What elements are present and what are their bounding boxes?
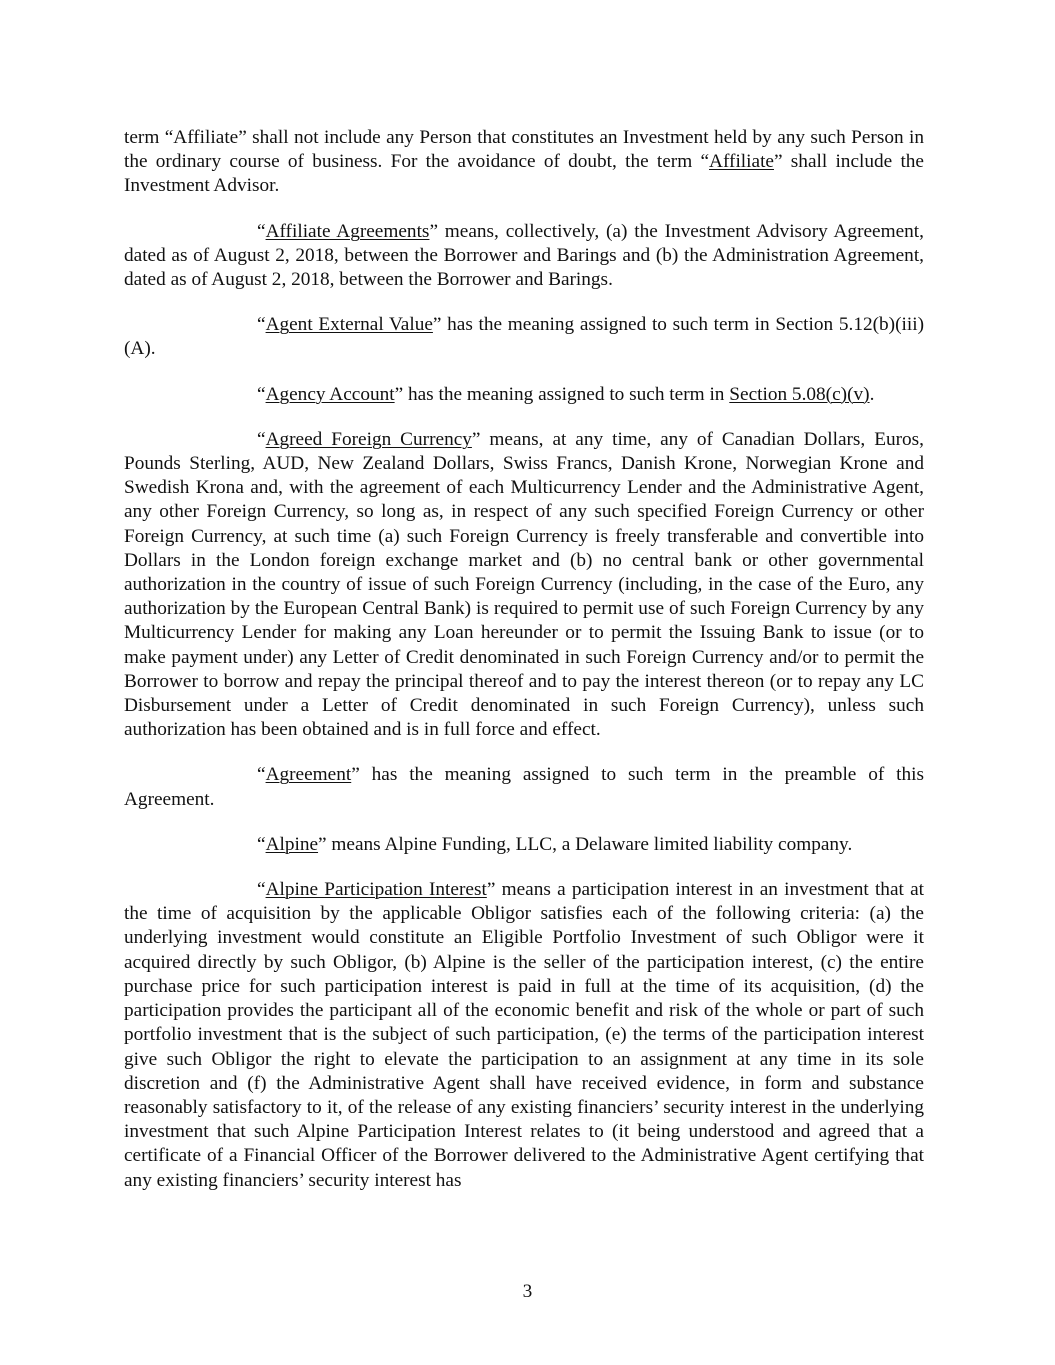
defined-term: Affiliate Agreements — [265, 220, 430, 242]
text-segment: ” shall include the Investment Advisor. — [124, 151, 924, 197]
definition-paragraph — [124, 878, 924, 1193]
defined-term: Alpine — [265, 833, 319, 855]
text-segment: ” has the meaning assigned to such term in Section 5.12(b)(iii)(A). — [124, 314, 924, 360]
text-segment: “ — [257, 314, 266, 336]
text-segment: “ — [257, 220, 266, 242]
text-segment: “ — [257, 428, 266, 450]
text-segment: ” means, collectively, (a) the Investment Advisory Agreement, dated as of August 2, 2018, between the Borrower and Barings and (b) the Administration Agreement, dated as of August 2, 2018, between the Borrower and Barings. — [124, 220, 924, 291]
document-body — [124, 126, 924, 1214]
definition-paragraph — [124, 763, 924, 811]
text-segment: “ — [257, 383, 266, 405]
definition-paragraph — [124, 383, 924, 407]
definition-paragraph — [124, 428, 924, 743]
defined-term: Agreed Foreign Currency — [265, 428, 472, 450]
text-segment: ” has the meaning assigned to such term in the preamble of this Agreement. — [124, 764, 924, 810]
defined-term: Agent External Value — [265, 314, 433, 336]
definition-paragraph — [124, 833, 924, 857]
defined-term: Agreement — [265, 764, 352, 786]
definition-paragraph — [124, 313, 924, 361]
text-segment: ” has the meaning assigned to such term in — [394, 383, 730, 405]
text-segment: ” means, at any time, any of Canadian Dollars, Euros, Pounds Sterling, AUD, New Zealand Dollars, Swiss Francs, Danish Krone, Norwegian Krone and Swedish Krona and, with the agreement of each Multicurrency Lender and the Administrative Agent, any other Foreign Currency, so long as, in respect of any such specified Foreign Currency or other Foreign Currency, at such time (a) such Foreign Currency is freely transferable and convertible into Dollars in the London foreign exchange market and (b) no central bank or other governmental authorization in the country of issue of such Foreign Currency (including, in the case of the Euro, any authorization by the European Central Bank) is required to permit use of such Foreign Currency by any Multicurrency Lender for making any Loan hereunder or to permit the Issuing Bank to issue (or to make payment under) any Letter of Credit denominated in such Foreign Currency and/or to permit the Borrower to borrow and repay the principal thereof and to pay the interest thereon (or to repay any LC Disbursement under a Letter of Credit denominated in such Foreign Currency), unless such authorization has been obtained and is in full force and effect. — [124, 428, 924, 741]
text-segment: “ — [257, 833, 266, 855]
text-segment: term “Affiliate” shall not include any Person that constitutes an Investment held by any such Person in the ordinary course of business. For the avoidance of doubt, the term “ — [124, 127, 924, 173]
paragraph-continuation — [124, 126, 924, 199]
defined-term: Alpine Participation Interest — [265, 879, 487, 901]
definition-paragraph — [124, 220, 924, 293]
text-segment: “ — [257, 764, 266, 786]
defined-term: Affiliate — [709, 151, 774, 173]
page-number: 3 — [522, 1281, 533, 1302]
text-segment: ” means Alpine Funding, LLC, a Delaware limited liability company. — [318, 833, 853, 855]
text-segment: ” means a participation interest in an investment that at the time of acquisition by the applicable Obligor satisfies each of the following criteria: (a) the underlying investment would constitute an Eligible Portfolio Investment of such Obligor were it acquired directly by such Obligor, (b) Alpine is the seller of the participation interest, (c) the entire purchase price for such participation interest is paid in full at the time of its acquisition, (d) the participation provides the participant all of the economic benefit and risk of the whole or part of such portfolio investment that is the subject of such participation, (e) the terms of the participation interest give such Obligor the right to elevate the participation to an assignment at any time in its sole discretion and (f) the Administrative Agent shall have received evidence, in form and substance reasonably satisfactory to it, of the release of any existing financiers’ security interest in the underlying investment that such Alpine Participation Interest relates to (it being understood and agreed that a certificate of a Financial Officer of the Borrower delivered to the Administrative Agent certifying that any existing financiers’ security interest has — [124, 879, 924, 1191]
text-segment: . — [869, 383, 875, 405]
defined-term: Section 5.08(c)(v) — [729, 383, 870, 405]
defined-term: Agency Account — [265, 383, 395, 405]
text-segment: “ — [257, 879, 266, 901]
